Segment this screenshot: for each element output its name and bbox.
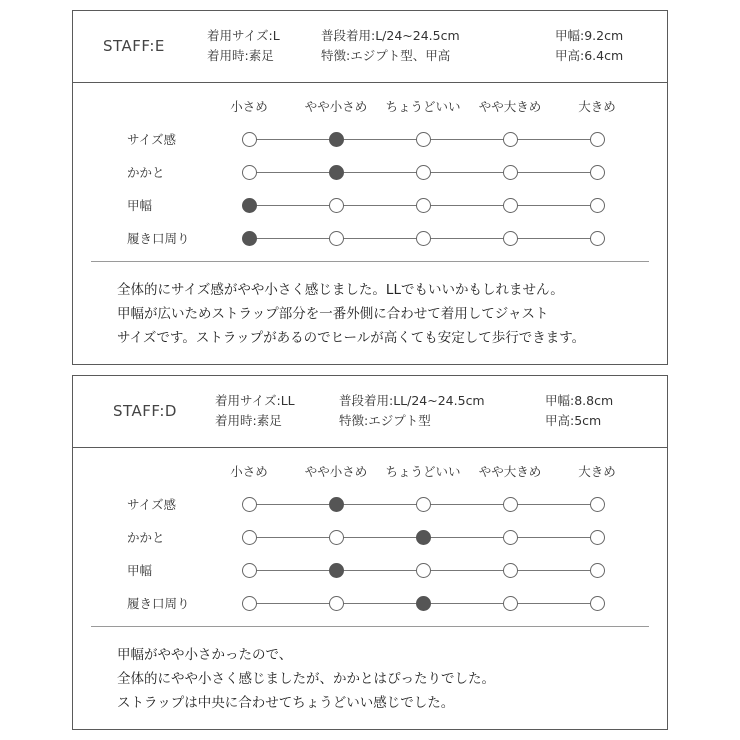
rating-dot bbox=[503, 165, 518, 180]
staff-name: STAFF:D bbox=[113, 402, 177, 420]
rating-dot bbox=[590, 563, 605, 578]
fit-scale-headers bbox=[73, 462, 667, 482]
rating-dot bbox=[590, 596, 605, 611]
staff-foot-width: 甲幅:8.8cm bbox=[545, 393, 614, 408]
rating-dot-selected bbox=[329, 563, 344, 578]
rating-dot bbox=[503, 596, 518, 611]
rating-dot bbox=[416, 165, 431, 180]
scale-label-small: 小さめ bbox=[230, 464, 268, 479]
rating-label: 甲幅 bbox=[127, 563, 153, 578]
scale-label-slightly-large: やや大きめ bbox=[478, 464, 542, 479]
rating-dot bbox=[242, 165, 257, 180]
rating-dot-selected bbox=[242, 231, 257, 246]
rating-dot bbox=[242, 563, 257, 578]
rating-dot-selected bbox=[416, 530, 431, 545]
scale-label-slightly-small: やや小さめ bbox=[304, 99, 368, 114]
rating-dot bbox=[329, 596, 344, 611]
staff-instep-height: 甲高:5cm bbox=[545, 413, 602, 428]
rating-dot bbox=[590, 198, 605, 213]
rating-dot bbox=[416, 231, 431, 246]
staff-size-worn: 着用サイズ:L bbox=[207, 28, 280, 43]
rating-label: 甲幅 bbox=[127, 198, 153, 213]
rating-row-foot-width bbox=[73, 561, 667, 581]
rating-dot-selected bbox=[329, 132, 344, 147]
staff-profile-header bbox=[73, 376, 667, 448]
rating-dot bbox=[416, 198, 431, 213]
rating-row-foot-width bbox=[73, 196, 667, 216]
staff-foot-features: 特徴:エジプト型、甲高 bbox=[321, 48, 451, 63]
rating-dot-selected bbox=[329, 165, 344, 180]
scale-label-slightly-small: やや小さめ bbox=[304, 464, 368, 479]
scale-label-large: 大きめ bbox=[578, 464, 616, 479]
scale-label-just-right: ちょうどいい bbox=[385, 99, 461, 114]
rating-row-overall-size bbox=[73, 130, 667, 150]
comment-line: ストラップは中央に合わせてちょうどいい感じでした。 bbox=[117, 695, 455, 711]
staff-foot-width: 甲幅:9.2cm bbox=[555, 28, 624, 43]
staff-name: STAFF:E bbox=[103, 37, 165, 55]
staff-profile-header bbox=[73, 11, 667, 83]
rating-label: かかと bbox=[127, 165, 165, 180]
staff-comment bbox=[117, 278, 585, 350]
fit-scale-headers bbox=[73, 97, 667, 117]
rating-dot-selected bbox=[242, 198, 257, 213]
rating-label: かかと bbox=[127, 530, 165, 545]
staff-worn-with: 着用時:素足 bbox=[215, 413, 282, 428]
rating-row-opening bbox=[73, 229, 667, 249]
rating-row-heel bbox=[73, 528, 667, 548]
comment-divider bbox=[91, 261, 649, 262]
staff-review-card bbox=[72, 10, 668, 365]
rating-row-opening bbox=[73, 594, 667, 614]
rating-dot bbox=[503, 563, 518, 578]
rating-dot bbox=[503, 132, 518, 147]
rating-dot-selected bbox=[416, 596, 431, 611]
staff-size-worn: 着用サイズ:LL bbox=[215, 393, 295, 408]
fit-ratings bbox=[73, 83, 667, 263]
staff-usual-size: 普段着用:LL/24~24.5cm bbox=[339, 393, 485, 408]
staff-usual-size: 普段着用:L/24~24.5cm bbox=[321, 28, 460, 43]
rating-dot bbox=[416, 497, 431, 512]
rating-dot bbox=[503, 198, 518, 213]
fit-ratings bbox=[73, 448, 667, 628]
rating-dot bbox=[503, 231, 518, 246]
comment-line: 甲幅がやや小さかったので、 bbox=[117, 647, 293, 663]
scale-label-small: 小さめ bbox=[230, 99, 268, 114]
rating-label: サイズ感 bbox=[127, 497, 177, 512]
comment-line: 全体的にやや小さく感じましたが、かかとはぴったりでした。 bbox=[117, 671, 495, 687]
rating-dot bbox=[242, 530, 257, 545]
staff-instep-height: 甲高:6.4cm bbox=[555, 48, 624, 63]
rating-dot bbox=[416, 563, 431, 578]
rating-dot bbox=[329, 530, 344, 545]
rating-dot bbox=[329, 231, 344, 246]
rating-dot bbox=[590, 231, 605, 246]
rating-label: サイズ感 bbox=[127, 132, 177, 147]
rating-dot bbox=[590, 132, 605, 147]
rating-label: 履き口周り bbox=[127, 596, 190, 611]
staff-worn-with: 着用時:素足 bbox=[207, 48, 274, 63]
rating-dot bbox=[242, 596, 257, 611]
rating-row-overall-size bbox=[73, 495, 667, 515]
rating-dot bbox=[329, 198, 344, 213]
comment-line: 全体的にサイズ感がやや小さく感じました。LLでもいいかもしれません。 bbox=[117, 282, 564, 298]
comment-line: サイズです。ストラップがあるのでヒールが高くても安定して歩行できます。 bbox=[117, 330, 586, 346]
rating-dot bbox=[503, 530, 518, 545]
scale-label-slightly-large: やや大きめ bbox=[478, 99, 542, 114]
rating-dot-selected bbox=[329, 497, 344, 512]
staff-foot-features: 特徴:エジプト型 bbox=[339, 413, 431, 428]
rating-label: 履き口周り bbox=[127, 231, 190, 246]
rating-dot bbox=[416, 132, 431, 147]
staff-comment bbox=[117, 643, 495, 715]
scale-label-just-right: ちょうどいい bbox=[385, 464, 461, 479]
rating-dot bbox=[590, 497, 605, 512]
staff-review-card bbox=[72, 375, 668, 730]
scale-label-large: 大きめ bbox=[578, 99, 616, 114]
rating-dot bbox=[503, 497, 518, 512]
rating-row-heel bbox=[73, 163, 667, 183]
comment-line: 甲幅が広いためストラップ部分を一番外側に合わせて着用してジャスト bbox=[117, 306, 549, 322]
rating-dot bbox=[242, 132, 257, 147]
comment-divider bbox=[91, 626, 649, 627]
rating-dot bbox=[590, 530, 605, 545]
rating-dot bbox=[590, 165, 605, 180]
rating-dot bbox=[242, 497, 257, 512]
